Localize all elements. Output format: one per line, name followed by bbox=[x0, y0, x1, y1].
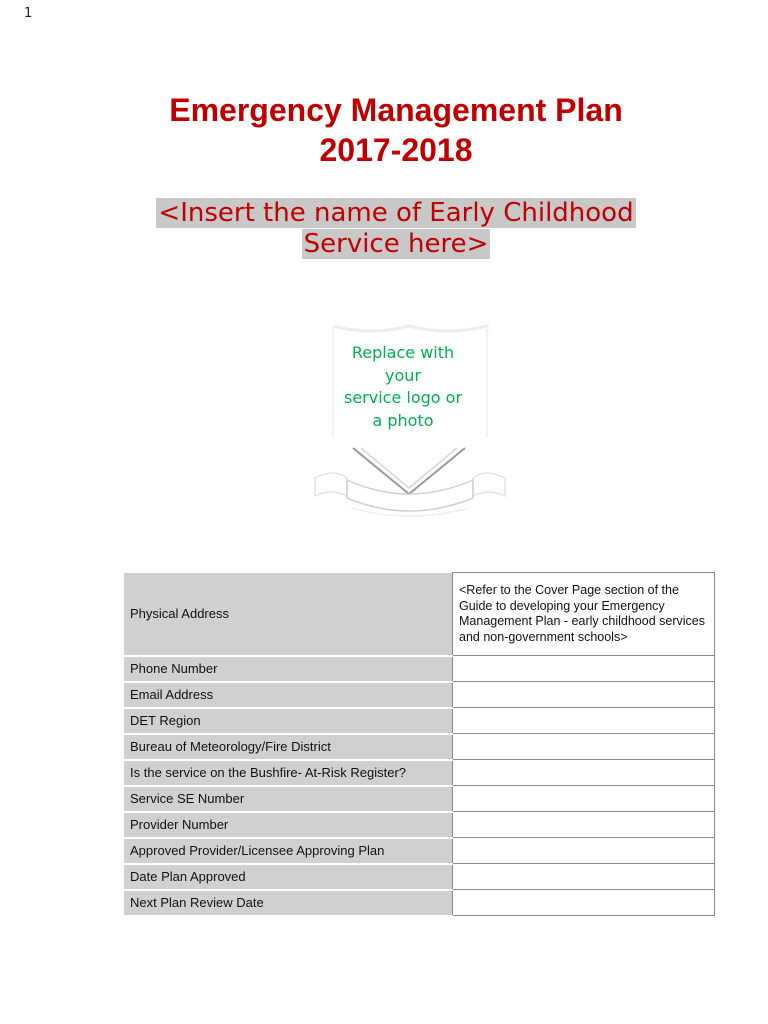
row-label: DET Region bbox=[124, 708, 453, 734]
table-row bbox=[124, 760, 715, 786]
page-number: 1 bbox=[24, 6, 33, 21]
row-value[interactable] bbox=[453, 708, 715, 734]
logo-text-line-1: Replace with bbox=[351, 343, 455, 362]
title-line-2: 2017-2018 bbox=[319, 132, 473, 168]
row-value[interactable] bbox=[453, 838, 715, 864]
logo-placeholder[interactable] bbox=[305, 318, 515, 518]
table-row bbox=[124, 656, 715, 682]
row-label: Physical Address bbox=[124, 573, 453, 656]
row-value[interactable] bbox=[453, 656, 715, 682]
row-label: Next Plan Review Date bbox=[124, 890, 453, 916]
row-label: Bureau of Meteorology/Fire District bbox=[124, 734, 453, 760]
row-label: Provider Number bbox=[124, 812, 453, 838]
row-label: Service SE Number bbox=[124, 786, 453, 812]
row-value[interactable] bbox=[453, 734, 715, 760]
row-label: Phone Number bbox=[124, 656, 453, 682]
subtitle-line-1: <Insert the name of Early Childhood bbox=[158, 198, 634, 228]
table-row bbox=[124, 786, 715, 812]
row-value[interactable] bbox=[453, 682, 715, 708]
table-row bbox=[124, 573, 715, 656]
service-name-placeholder[interactable] bbox=[0, 198, 768, 260]
service-details-rows bbox=[124, 573, 715, 916]
row-label: Is the service on the Bushfire- At-Risk Register? bbox=[124, 760, 453, 786]
table-row bbox=[124, 838, 715, 864]
row-value[interactable] bbox=[453, 760, 715, 786]
row-value[interactable] bbox=[453, 812, 715, 838]
table-row bbox=[124, 812, 715, 838]
table-row bbox=[124, 682, 715, 708]
logo-placeholder-text bbox=[325, 342, 481, 432]
row-value[interactable] bbox=[453, 786, 715, 812]
logo-text-line-3: service logo or bbox=[343, 388, 463, 407]
row-label: Date Plan Approved bbox=[124, 864, 453, 890]
logo-text-line-2: your bbox=[385, 365, 421, 385]
row-value[interactable] bbox=[453, 890, 715, 916]
row-label: Email Address bbox=[124, 682, 453, 708]
service-details-table bbox=[124, 572, 715, 917]
table-row bbox=[124, 890, 715, 916]
table-row bbox=[124, 864, 715, 890]
row-value[interactable] bbox=[453, 864, 715, 890]
subtitle-line-2: Service here> bbox=[303, 229, 489, 259]
table-row bbox=[124, 734, 715, 760]
row-label: Approved Provider/Licensee Approving Plan bbox=[124, 838, 453, 864]
logo-text-line-4: a photo bbox=[372, 410, 434, 430]
title-line-1: Emergency Management Plan bbox=[169, 92, 623, 128]
table-row bbox=[124, 708, 715, 734]
row-value[interactable]: <Refer to the Cover Page section of the Guide to developing your Emergency Management Plan - early childhood services and non-government schools> bbox=[453, 573, 715, 656]
document-title bbox=[0, 90, 768, 170]
